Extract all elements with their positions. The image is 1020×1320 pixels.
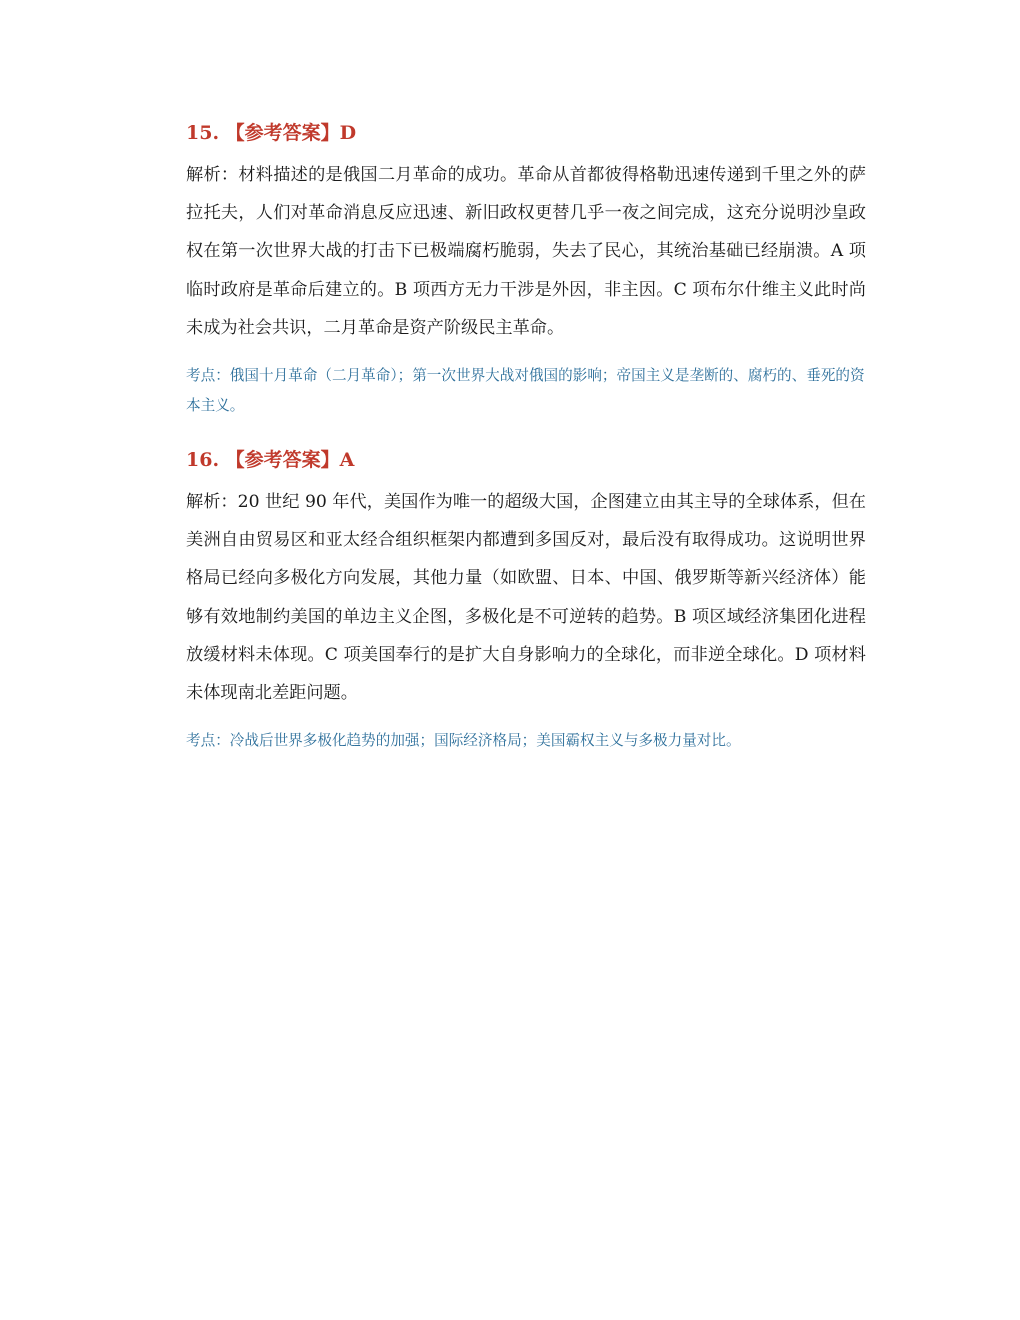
answer-item-15 (186, 118, 866, 421)
kaodian-text: 考点：冷战后世界多极化趋势的加强；国际经济格局；美国霸权主义与多极力量对比。 (186, 732, 741, 750)
document-page (186, 118, 866, 756)
analysis-text: 解析：材料描述的是俄国二月革命的成功。革命从首都彼得格勒迅速传递到千里之外的萨拉托夫，人们对革命消息反应迅速、新旧政权更替几乎一夜之间完成，这充分说明沙皇政权在第一次世界大战的打击下已极端腐朽脆弱，失去了民心，其统治基础已经崩溃。A 项临时政府是革命后建立的。B 项西方无力干涉是外因，非主因。C 项布尔什维主义此时尚未成为社会共识，二月革命是资产阶级民主革命。 (186, 165, 866, 338)
answer-heading: 16. 【参考答案】A (186, 449, 355, 472)
kaodian-text: 考点：俄国十月革命（二月革命）；第一次世界大战对俄国的影响；帝国主义是垄断的、腐朽的、垂死的资本主义。 (186, 367, 865, 415)
spacer (186, 421, 866, 445)
answer-item-16 (186, 445, 866, 756)
answer-heading: 15. 【参考答案】D (186, 122, 357, 144)
analysis-text: 解析：20 世纪 90 年代，美国作为唯一的超级大国，企图建立由其主导的全球体系，但在美洲自由贸易区和亚太经合组织框架内都遭到多国反对，最后没有取得成功。这说明世界格局已经向多极化方向发展，其他力量（如欧盟、日本、中国、俄罗斯等新兴经济体）能够有效地制约美国的单边主义企图，多极化是不可逆转的趋势。B 项区域经济集团化进程放缓材料未体现。C 项美国奉行的是扩大自身影响力的全球化，而非逆全球化。D 项材料未体现南北差距问题。 (186, 492, 866, 704)
